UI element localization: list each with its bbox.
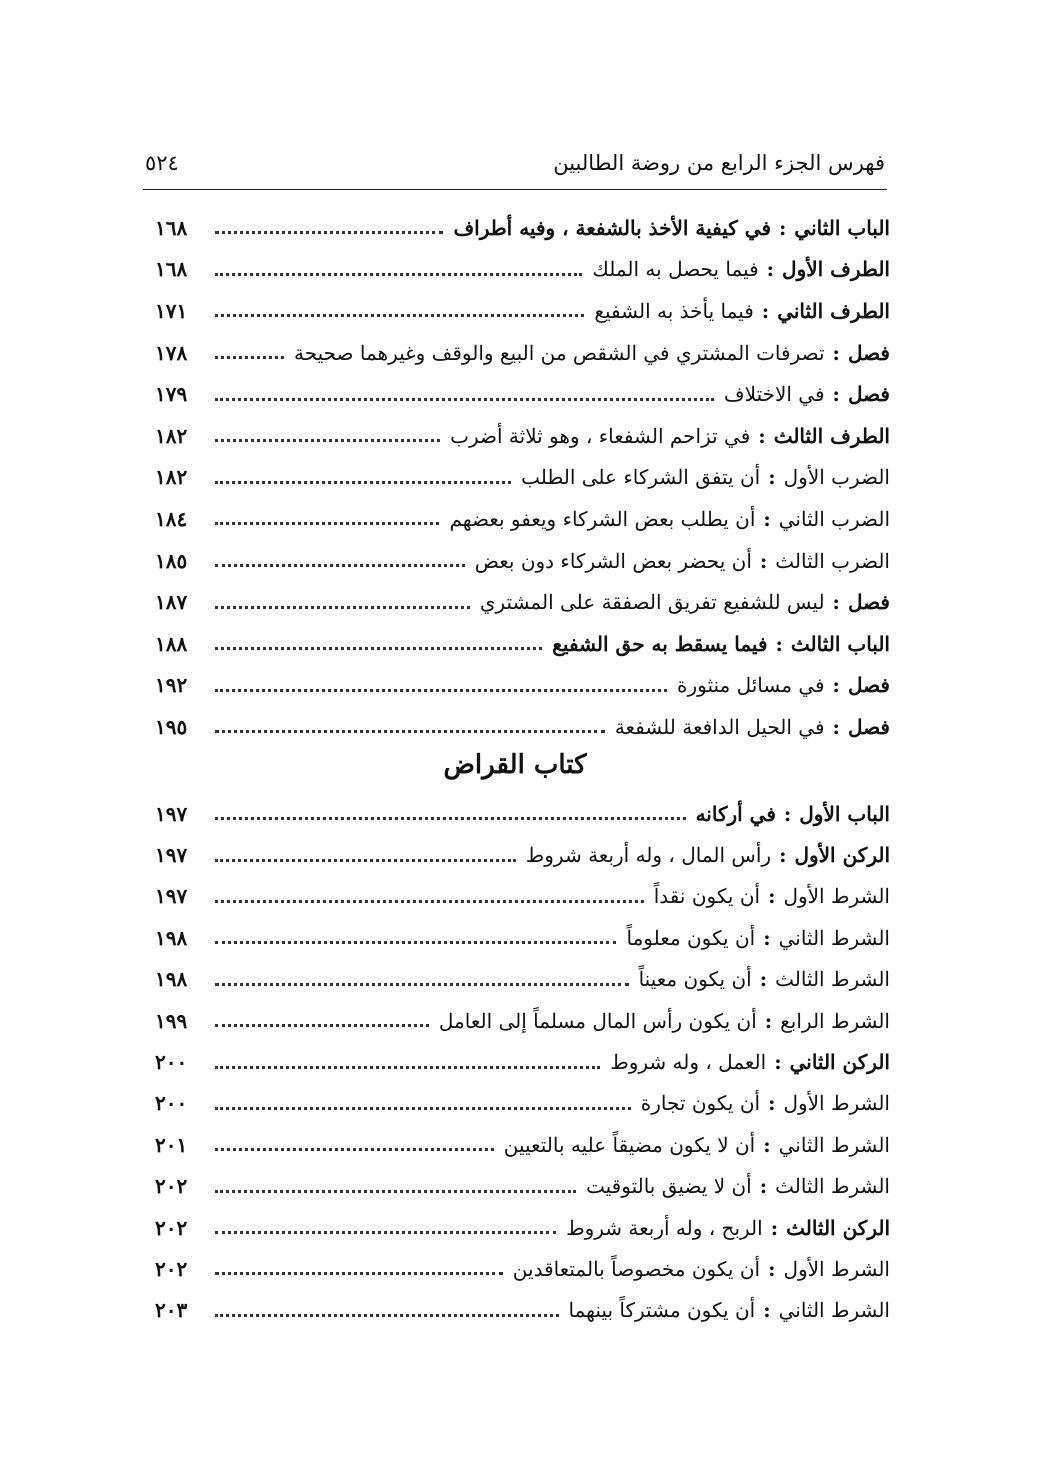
toc-entry-label: الباب الثالث	[790, 631, 890, 656]
toc-entry-page-number: ١٩٩	[155, 1008, 188, 1033]
toc-entry	[155, 1290, 890, 1331]
toc-entry-separator: :	[832, 714, 840, 739]
toc-entry-separator: :	[779, 215, 787, 240]
toc-entry-page-number: ١٧١	[155, 298, 188, 323]
toc-entry-title: في أركانه	[695, 801, 776, 826]
dot-leader	[215, 231, 443, 234]
dot-leader	[215, 817, 686, 820]
toc-entry-separator: :	[761, 298, 770, 323]
toc-entry	[155, 373, 890, 415]
toc-entry-title: أن لا يكون مضيقاً عليه بالتعيين	[503, 1132, 756, 1157]
dot-leader	[215, 481, 511, 484]
toc-entry-page-number: ٢٠٢	[155, 1256, 188, 1281]
toc-entry-separator: :	[768, 1091, 776, 1116]
dot-leader	[215, 1272, 503, 1275]
toc-entry-title: أن يطلب بعض الشركاء ويعفو بعضهم	[449, 506, 756, 531]
toc-entry-label: الركن الثاني	[789, 1050, 890, 1075]
toc-entry-page-number: ١٩٧	[155, 843, 188, 868]
toc-entry-separator: :	[775, 631, 783, 656]
toc-entry-title: أن يكون مخصوصاً بالمتعاقدين	[512, 1256, 761, 1281]
toc-entry-separator: :	[758, 423, 766, 448]
toc-entry	[155, 540, 890, 582]
toc-entry	[155, 665, 890, 707]
toc-entry-label: الشرط الرابع	[780, 1008, 890, 1033]
toc-entry	[155, 959, 890, 1000]
dot-leader	[215, 730, 605, 733]
toc-entry-page-number: ١٦٨	[155, 257, 188, 282]
toc-entry-label: الشرط الثالث	[775, 967, 890, 992]
toc-entry-page-number: ٢٠١	[155, 1132, 188, 1157]
toc-entry	[155, 623, 890, 665]
toc-entry-separator: :	[768, 884, 776, 909]
dot-leader	[215, 1148, 494, 1151]
toc-list-qirad	[155, 793, 890, 1331]
toc-entry-label: الركن الثالث	[786, 1215, 890, 1240]
toc-entry-title: في كيفية الأخذ بالشفعة ، وفيه أطراف	[453, 215, 772, 240]
toc-entry-title: أن لا يضيق بالتوقيت	[586, 1174, 752, 1199]
toc-entry-separator: :	[770, 1215, 779, 1240]
toc-entry-separator: :	[832, 590, 840, 615]
toc-entry-title: الربح ، وله أربعة شروط	[566, 1215, 763, 1240]
toc-entry-separator: :	[832, 673, 840, 698]
toc-entry-page-number: ١٨٢	[155, 423, 188, 448]
toc-entry-title: أن يكون تجارة	[640, 1091, 761, 1116]
dot-leader	[215, 859, 516, 862]
dot-leader	[215, 1190, 576, 1193]
toc-entry-label: فصل	[847, 340, 890, 365]
toc-entry-label: فصل	[847, 673, 890, 698]
header-rule	[143, 189, 887, 190]
toc-entry-page-number: ١٧٨	[155, 340, 188, 365]
toc-entry-page-number: ٢٠٠	[155, 1050, 188, 1075]
toc-entry-label: الطرف الأول	[782, 257, 890, 282]
toc-entry-separator: :	[768, 465, 776, 490]
toc-entry-label: الشرط الأول	[783, 884, 890, 909]
toc-entry-label: الشرط الأول	[783, 1256, 890, 1281]
toc-entry	[155, 249, 890, 291]
toc-entry-separator: :	[766, 257, 775, 282]
toc-entry-separator: :	[779, 843, 787, 868]
toc-entry-page-number: ١٨٤	[155, 506, 188, 531]
toc-entry	[155, 1248, 890, 1289]
toc-entry	[155, 706, 890, 748]
toc-entry-label: الشرط الثاني	[778, 1132, 890, 1157]
toc-entry-label: الركن الأول	[794, 843, 890, 868]
toc-entry-page-number: ٢٠٢	[155, 1174, 188, 1199]
toc-entry-title: أن يكون معيناً	[638, 967, 752, 992]
toc-entry-page-number: ١٧٩	[155, 382, 188, 407]
toc-entry	[155, 1207, 890, 1248]
toc-entry	[155, 1041, 890, 1082]
toc-entry-title: في تزاحم الشفعاء ، وهو ثلاثة أضرب	[450, 423, 751, 448]
dot-leader	[215, 1231, 556, 1234]
toc-entry-title: في مسائل منثورة	[676, 673, 825, 698]
toc-entry-label: فصل	[847, 590, 890, 615]
dot-leader	[215, 941, 616, 944]
toc-list-shufa	[155, 207, 890, 748]
toc-entry-separator: :	[759, 967, 768, 992]
dot-leader	[215, 647, 542, 650]
toc-entry-separator: :	[759, 548, 768, 573]
toc-entry-separator: :	[759, 1174, 768, 1199]
running-title: فهرس الجزء الرابع من روضة الطالبين	[553, 151, 885, 175]
toc-entry-page-number: ١٨٢	[155, 465, 188, 490]
toc-entry-page-number: ١٨٧	[155, 590, 188, 615]
toc-entry-page-number: ١٩٨	[155, 925, 188, 950]
toc-entry-title: في الاختلاف	[723, 382, 825, 407]
toc-entry-page-number: ١٦٨	[155, 215, 188, 240]
toc-entry-title: أن يتفق الشركاء على الطلب	[521, 465, 761, 490]
toc-entry-separator: :	[832, 340, 840, 365]
dot-leader	[215, 314, 584, 317]
toc-entry-separator: :	[774, 1050, 782, 1075]
toc-entry-title: فيما يحصل به الملك	[592, 257, 759, 282]
toc-entry-separator: :	[764, 1008, 773, 1033]
toc-entry-title: أن يكون نقداً	[653, 884, 761, 909]
toc-entry-title: فيما يأخذ به الشفيع	[594, 298, 754, 323]
toc-entry	[155, 332, 890, 374]
toc-entry	[155, 1124, 890, 1165]
toc-entry-label: الضرب الأول	[783, 465, 890, 490]
toc-entry	[155, 581, 890, 623]
dot-leader	[215, 983, 629, 986]
toc-entry-title: في الحيل الدافعة للشفعة	[614, 714, 825, 739]
dot-leader	[215, 1107, 631, 1110]
dot-leader	[215, 273, 582, 276]
toc-entry	[155, 834, 890, 875]
toc-entry-title: رأس المال ، وله أربعة شروط	[525, 843, 772, 868]
toc-entry-title: ليس للشفيع تفريق الصفقة على المشتري	[479, 590, 825, 615]
toc-entry	[155, 1083, 890, 1124]
toc-entry-label: الشرط الثاني	[778, 925, 890, 950]
toc-entry-label: فصل	[847, 382, 890, 407]
toc-entry	[155, 1000, 890, 1041]
toc-entry-separator: :	[763, 1132, 771, 1157]
toc-entry	[155, 1166, 890, 1207]
toc-entry-label: الشرط الثالث	[775, 1174, 890, 1199]
section-heading: كتاب القراض	[443, 750, 587, 780]
toc-entry-separator: :	[768, 1256, 776, 1281]
dot-leader	[215, 439, 440, 442]
dot-leader	[215, 1024, 429, 1027]
dot-leader	[215, 606, 470, 609]
toc-entry	[155, 498, 890, 540]
running-header	[145, 147, 885, 187]
dot-leader	[215, 522, 439, 525]
dot-leader	[215, 398, 714, 401]
dot-leader	[215, 1066, 600, 1069]
toc-entry-page-number: ١٩٨	[155, 967, 188, 992]
toc-entry-label: الضرب الثاني	[778, 506, 890, 531]
toc-entry-label: الشرط الثاني	[778, 1298, 890, 1323]
toc-entry-page-number: ١٩٥	[155, 714, 188, 739]
toc-entry-separator: :	[763, 925, 771, 950]
toc-entry-title: تصرفات المشتري في الشقص من البيع والوقف وغيرهما صحيحة	[293, 340, 825, 365]
toc-entry	[155, 290, 890, 332]
toc-entry-page-number: ٢٠٠	[155, 1091, 188, 1116]
toc-entry-page-number: ١٩٧	[155, 801, 188, 826]
toc-entry-page-number: ١٩٢	[155, 673, 188, 698]
toc-entry-page-number: ٢٠٣	[155, 1298, 188, 1323]
toc-entry	[155, 876, 890, 917]
toc-entry-label: الطرف الثالث	[773, 423, 890, 448]
dot-leader	[215, 689, 667, 692]
toc-entry-label: الشرط الأول	[783, 1091, 890, 1116]
toc-entry-title: أن يكون معلوماً	[626, 925, 756, 950]
dot-leader	[215, 1314, 559, 1317]
toc-entry-label: الضرب الثالث	[775, 548, 890, 573]
toc-entry	[155, 917, 890, 958]
toc-entry-label: الباب الأول	[799, 801, 890, 826]
dot-leader	[215, 564, 465, 567]
toc-entry-label: الطرف الثاني	[777, 298, 890, 323]
toc-entry-separator: :	[832, 382, 840, 407]
toc-entry-title: العمل ، وله شروط	[610, 1050, 767, 1075]
toc-entry	[155, 457, 890, 499]
toc-entry-page-number: ١٨٨	[155, 631, 188, 656]
toc-entry-page-number: ١٨٥	[155, 548, 188, 573]
toc-entry-separator: :	[763, 1298, 771, 1323]
dot-leader	[215, 356, 284, 359]
dot-leader	[215, 900, 644, 903]
toc-entry-title: أن يكون رأس المال مسلماً إلى العامل	[438, 1008, 757, 1033]
toc-entry-separator: :	[783, 801, 792, 826]
toc-entry-label: فصل	[847, 714, 890, 739]
toc-entry	[155, 415, 890, 457]
toc-entry-title: أن يحضر بعض الشركاء دون بعض	[474, 548, 752, 573]
toc-entry-page-number: ٢٠٢	[155, 1215, 188, 1240]
toc-entry-label: الباب الثاني	[794, 215, 890, 240]
page-number: ٥٢٤	[145, 151, 179, 175]
toc-entry-page-number: ١٩٧	[155, 884, 188, 909]
toc-entry	[155, 207, 890, 249]
toc-entry-title: فيما يسقط به حق الشفيع	[552, 631, 768, 656]
toc-entry-title: أن يكون مشتركاً بينهما	[568, 1298, 756, 1323]
toc-entry	[155, 793, 890, 834]
toc-entry-separator: :	[763, 506, 771, 531]
